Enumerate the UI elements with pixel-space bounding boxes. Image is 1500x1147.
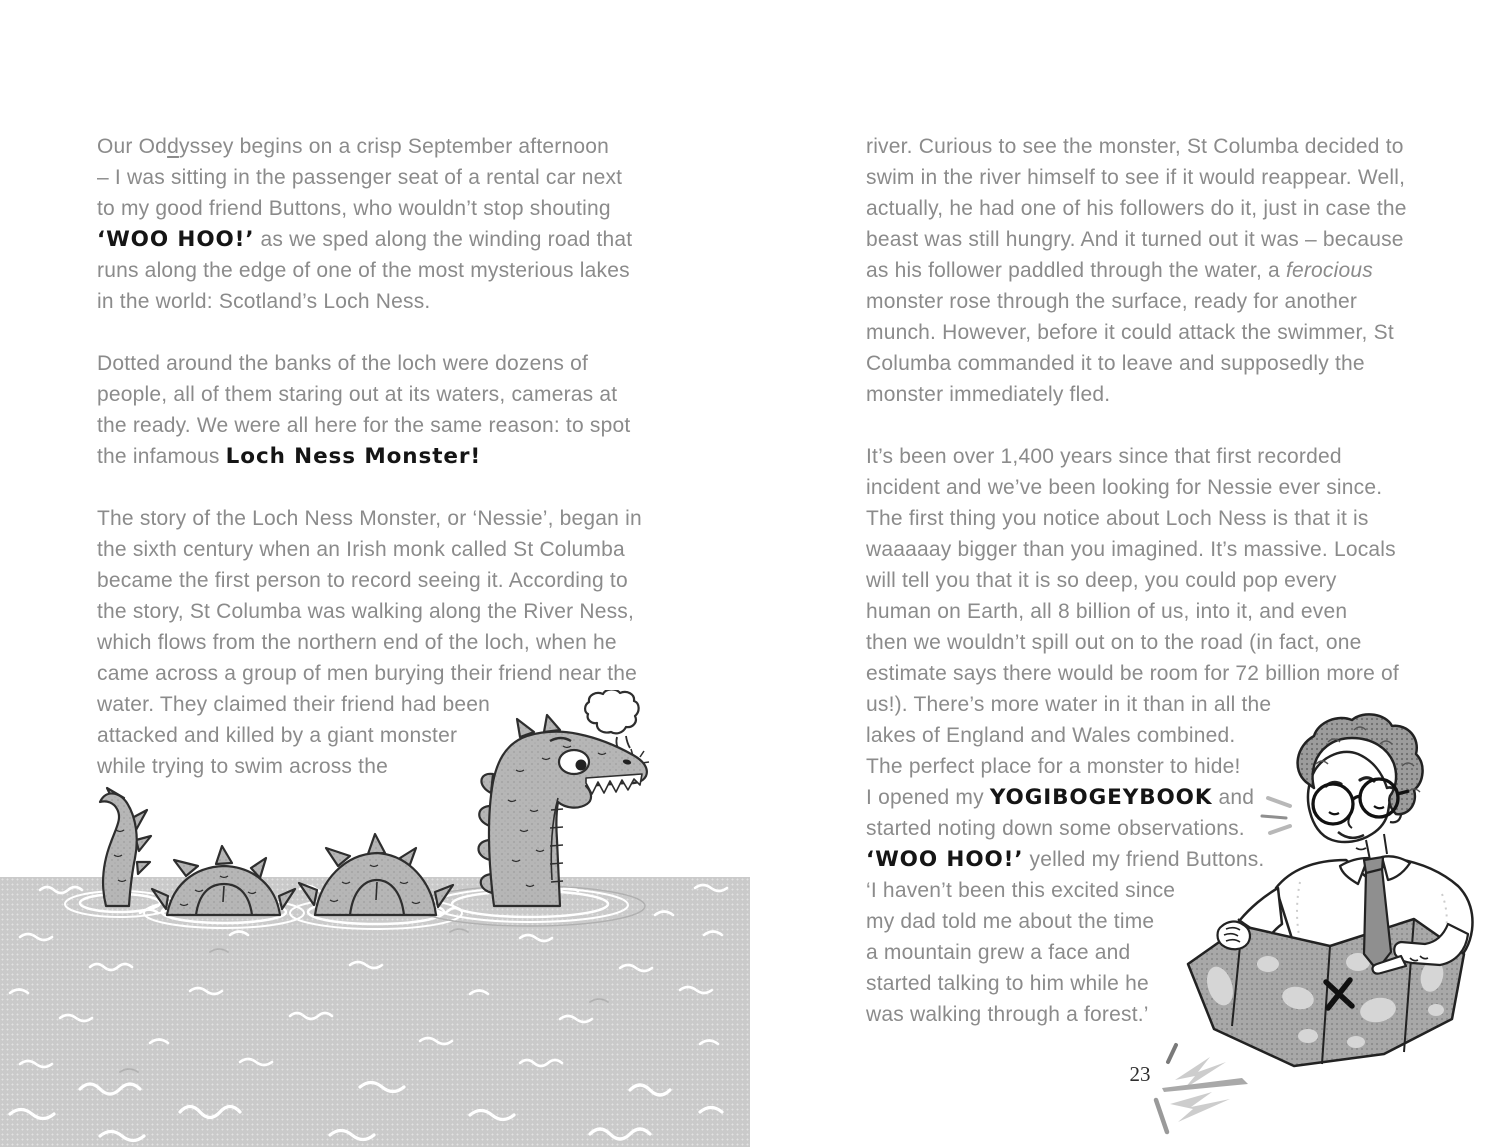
left-hand xyxy=(1218,922,1251,950)
nessie-head-and-neck xyxy=(478,690,649,906)
nessie-hump-large xyxy=(299,834,453,915)
nessie-hump-small xyxy=(152,846,295,915)
paragraph: The story of the Loch Ness Monster, or ‘Nessie’, began in the sixth century when an Irish monk called St Columba became the first person to record seeing it. According to the story, St Columba was walking along the River Ness, which flows from the northern end of the loch, when he came across a group of men burying their friend near the water. They claimed their friend had been attacked and killed by a giant monster while trying to swim across the xyxy=(97,507,642,778)
man-reading-map-illustration xyxy=(1180,712,1480,1072)
paragraph: It’s been over 1,400 years since that first recorded incident and we’ve been looking for Nessie ever since. The first thing you notice about Loch Ness is that it is waaaaay bigger than you imagined. It’s massive. Locals will tell you that it is so deep, you could pop every human on Earth, all 8 billion of us, into it, and even then we wouldn’t spill out on to the road (in fact, one estimate says there would be room for 72 billion more of us!). There’s more water in it than in all the lakes of England and Wales combined. The perfect place for a monster to hide! I opened my YOGIBOGEYBOOK and started noting down some observations. ‘WOO HOO!’ yelled my friend Buttons. ‘I haven’t been this excited since my dad told me about the time a mountain grew a face and started talking to him while he was walking through a forest.’ xyxy=(866,445,1399,1026)
paragraph: Our Oddyssey begins on a crisp September afternoon – I was sitting in the passenger seat of a rental car next to my good friend Buttons, who wouldn’t stop shouting ‘WOO HOO!’ as we sped along the winding road that runs along the edge of one of the most mysterious lakes in the world: Scotland’s Loch Ness. xyxy=(97,135,633,313)
nessie-tail xyxy=(100,788,151,906)
sparkle-dashes-icon xyxy=(1262,798,1290,833)
lightning-doodles-icon xyxy=(1140,1040,1270,1147)
man-face xyxy=(1308,752,1401,850)
loch-ness-monster-illustration xyxy=(50,690,670,950)
page-number: 23 xyxy=(1129,1062,1151,1086)
paragraph: river. Curious to see the monster, St Columba decided to swim in the river himself to see if it would reappear. Well, actually, he had one of his followers do it, just in case the beast was still hungry. And it turned out it was – because as his follower paddled through the water, a ferocious monster rose through the surface, ready for another munch. However, before it could attack the swimmer, St Columba commanded it to leave and supposedly the monster immediately fled. xyxy=(866,135,1407,406)
paragraph: Dotted around the banks of the loch were dozens of people, all of them staring out at its waters, cameras at the ready. We were all here for the same reason: to spot the infamous Loch Ness Monster! xyxy=(97,352,631,469)
